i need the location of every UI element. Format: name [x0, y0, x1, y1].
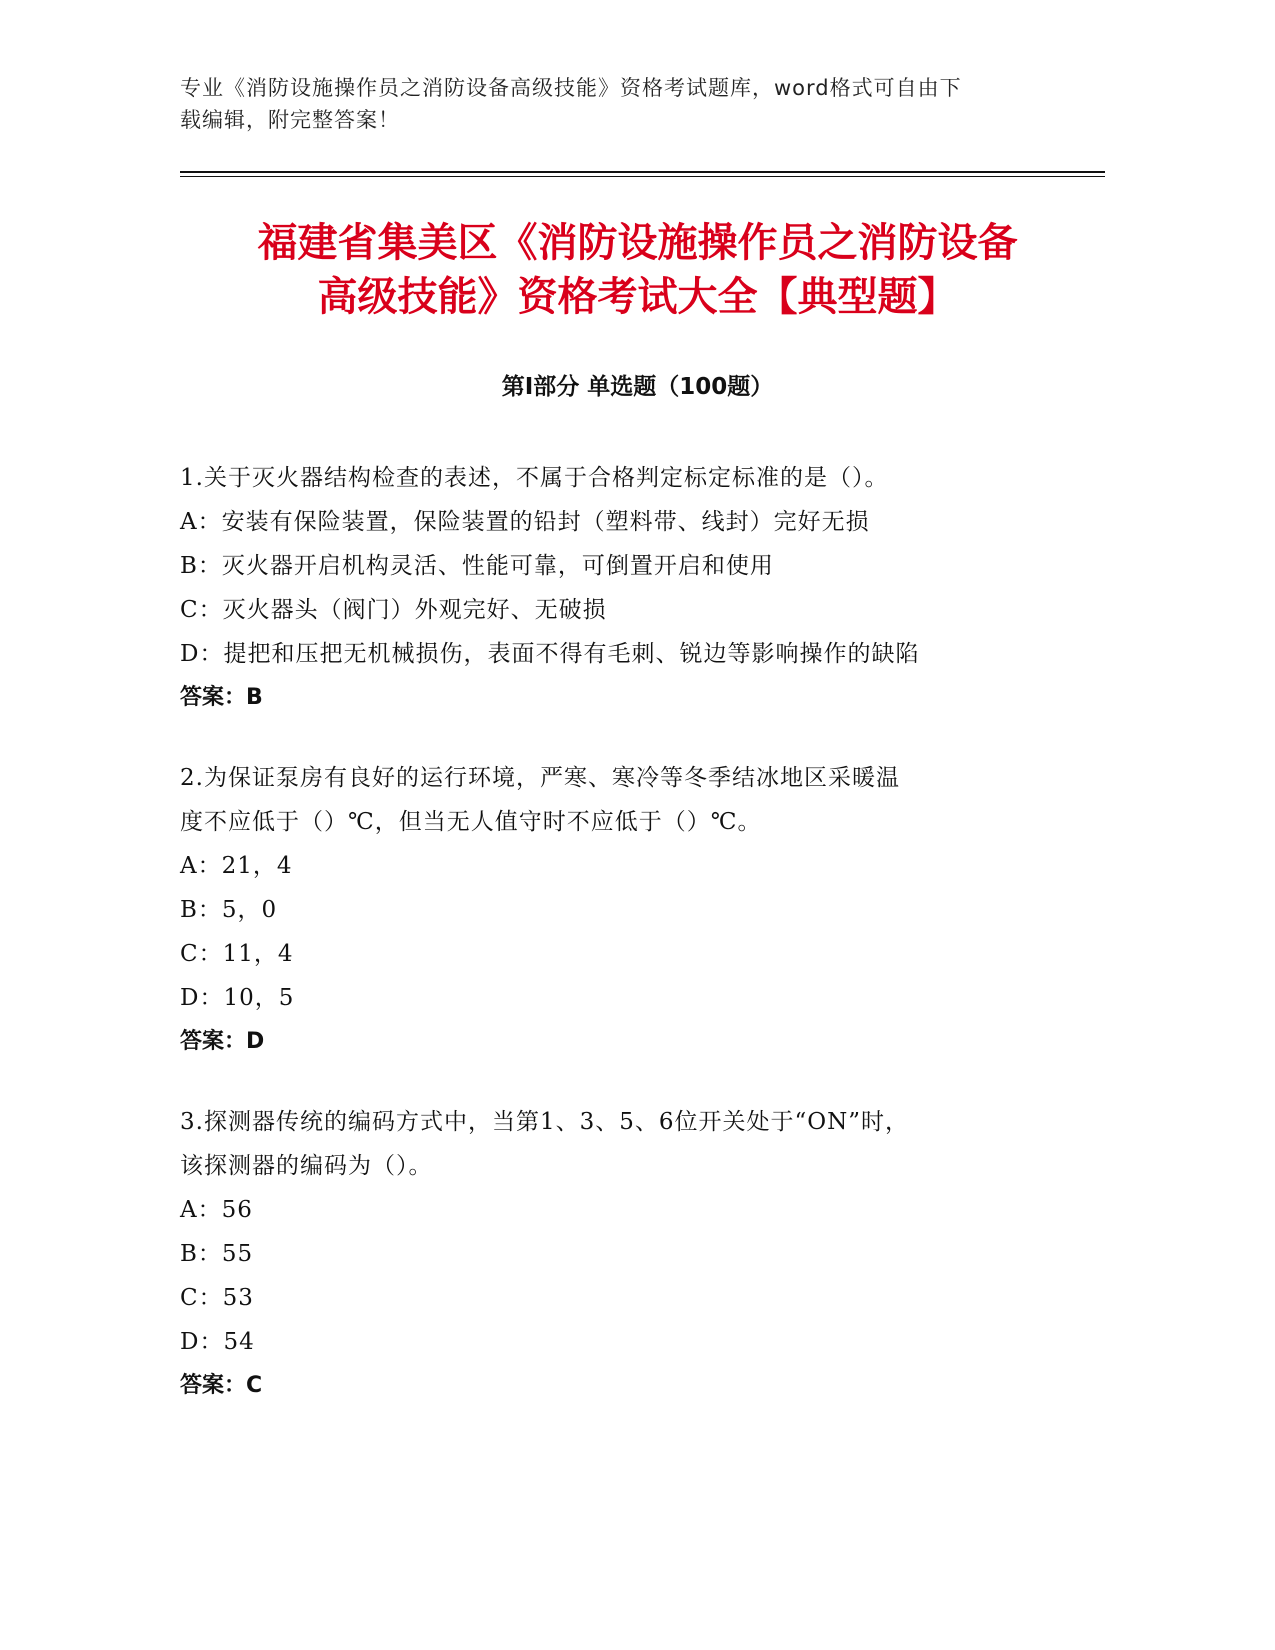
- header-rule-thick: [180, 171, 1105, 173]
- answer-line: 答案：B: [180, 685, 263, 710]
- option-d: D：提把和压把无机械损伤，表面不得有毛刺、锐边等影响操作的缺陷: [180, 641, 920, 667]
- option-d: D：54: [180, 1329, 255, 1355]
- document-title: [150, 216, 1125, 324]
- header-note-line: 载编辑，附完整答案！: [180, 108, 400, 132]
- option-a: A：56: [180, 1197, 253, 1223]
- option-a: A：21，4: [180, 853, 293, 879]
- answer-line: 答案：C: [180, 1373, 263, 1398]
- option-b: B：灭火器开启机构灵活、性能可靠，可倒置开启和使用: [180, 553, 774, 579]
- question-3: [180, 1100, 1060, 1408]
- question-stem: 度不应低于（）℃，但当无人值守时不应低于（）℃。: [180, 809, 762, 835]
- option-a: A：安装有保险装置，保险装置的铅封（塑料带、线封）完好无损: [180, 509, 870, 535]
- header-note: [180, 72, 1060, 136]
- question-stem: 2.为保证泵房有良好的运行环境，严寒、寒冷等冬季结冰地区采暖温: [180, 765, 900, 791]
- question-stem: 3.探测器传统的编码方式中，当第1、3、5、6位开关处于“ON”时，: [180, 1109, 909, 1135]
- question-stem: 该探测器的编码为（）。: [180, 1153, 433, 1179]
- option-c: C：灭火器头（阀门）外观完好、无破损: [180, 597, 607, 623]
- section-heading: 第Ⅰ部分 单选题（100题）: [501, 374, 774, 400]
- answer-line: 答案：D: [180, 1029, 265, 1054]
- header-rule-thin: [180, 176, 1105, 177]
- title-line: 福建省集美区《消防设施操作员之消防设备: [257, 220, 1018, 266]
- option-c: C：11，4: [180, 941, 294, 967]
- title-line: 高级技能》资格考试大全【典型题】: [317, 274, 958, 320]
- header-note-line: 专业《消防设施操作员之消防设备高级技能》资格考试题库，word格式可自由下: [180, 76, 962, 100]
- question-stem: 1.关于灭火器结构检查的表述，不属于合格判定标定标准的是（）。: [180, 465, 889, 491]
- option-b: B：55: [180, 1241, 254, 1267]
- option-d: D：10，5: [180, 985, 295, 1011]
- question-list: [180, 456, 1060, 1444]
- option-b: B：5，0: [180, 897, 278, 923]
- question-2: [180, 756, 1060, 1064]
- option-c: C：53: [180, 1285, 254, 1311]
- question-1: [180, 456, 1060, 720]
